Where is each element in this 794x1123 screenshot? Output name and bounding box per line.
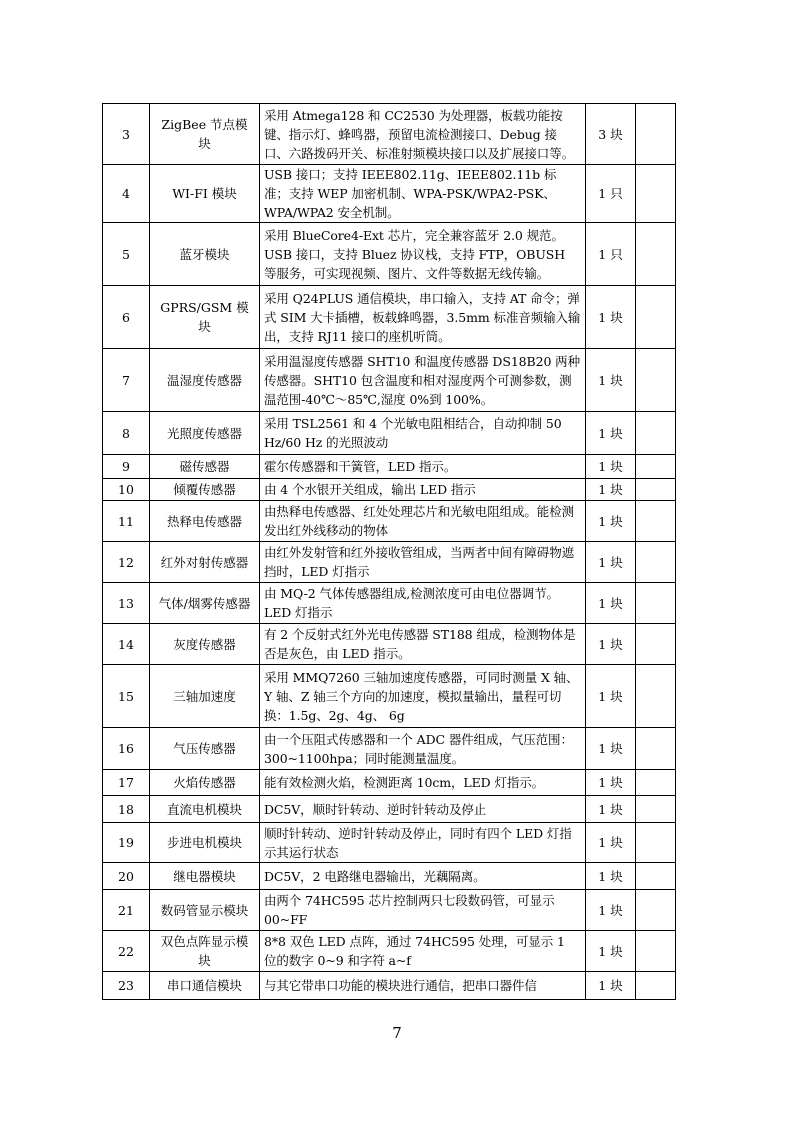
remarks — [636, 223, 676, 286]
quantity: 1 只 — [586, 223, 636, 286]
module-name: 直流电机模块 — [150, 796, 260, 823]
table-row — [103, 728, 676, 770]
module-name: 数码管显示模块 — [150, 890, 260, 931]
row-number: 22 — [103, 931, 150, 972]
remarks — [636, 165, 676, 223]
table-row — [103, 542, 676, 583]
module-description: 由一个压阻式传感器和一个 ADC 器件组成，气压范围：300~1100hpa；同时能测量温度。 — [260, 728, 586, 770]
row-number: 10 — [103, 479, 150, 501]
row-number: 16 — [103, 728, 150, 770]
remarks — [636, 796, 676, 823]
module-description: 采用 BlueCore4-Ext 芯片，完全兼容蓝牙 2.0 规范。USB 接口，支持 Bluez 协议栈，支持 FTP，OBUSH 等服务，可实现视频、图片、文件等数据无线传输。 — [260, 223, 586, 286]
module-description: 采用 TSL2561 和 4 个光敏电阻相结合，自动抑制 50 Hz/60 Hz 的光照波动 — [260, 412, 586, 455]
row-number: 7 — [103, 349, 150, 412]
table-row — [103, 863, 676, 890]
table-row — [103, 665, 676, 728]
module-description: DC5V，顺时针转动、逆时针转动及停止 — [260, 796, 586, 823]
quantity: 3 块 — [586, 104, 636, 165]
module-description: 由红外发射管和红外接收管组成，当两者中间有障碍物遮挡时，LED 灯指示 — [260, 542, 586, 583]
module-description: USB 接口；支持 IEEE802.11g、IEEE802.11b 标准；支持 WEP 加密机制、WPA-PSK/WPA2-PSK、WPA/WPA2 安全机制。 — [260, 165, 586, 223]
quantity: 1 块 — [586, 412, 636, 455]
module-name: 气压传感器 — [150, 728, 260, 770]
remarks — [636, 455, 676, 479]
module-name: 继电器模块 — [150, 863, 260, 890]
module-name: 气体/烟雾传感器 — [150, 583, 260, 624]
remarks — [636, 583, 676, 624]
row-number: 14 — [103, 624, 150, 665]
quantity: 1 块 — [586, 770, 636, 796]
remarks — [636, 349, 676, 412]
row-number: 8 — [103, 412, 150, 455]
quantity: 1 块 — [586, 455, 636, 479]
module-name: GPRS/GSM 模块 — [150, 286, 260, 349]
remarks — [636, 542, 676, 583]
module-description: 由 4 个水银开关组成，输出 LED 指示 — [260, 479, 586, 501]
module-name: 灰度传感器 — [150, 624, 260, 665]
module-description: 与其它带串口功能的模块进行通信，把串口器件信 — [260, 972, 586, 1000]
row-number: 11 — [103, 501, 150, 542]
module-name: 双色点阵显示模块 — [150, 931, 260, 972]
module-name: 倾覆传感器 — [150, 479, 260, 501]
module-description: 霍尔传感器和干簧管，LED 指示。 — [260, 455, 586, 479]
remarks — [636, 972, 676, 1000]
quantity: 1 块 — [586, 890, 636, 931]
module-name: ZigBee 节点模块 — [150, 104, 260, 165]
quantity: 1 块 — [586, 286, 636, 349]
row-number: 4 — [103, 165, 150, 223]
table-row — [103, 823, 676, 863]
remarks — [636, 863, 676, 890]
remarks — [636, 890, 676, 931]
table-row — [103, 223, 676, 286]
remarks — [636, 104, 676, 165]
row-number: 19 — [103, 823, 150, 863]
module-name: WI-FI 模块 — [150, 165, 260, 223]
module-description: 能有效检测火焰，检测距离 10cm，LED 灯指示。 — [260, 770, 586, 796]
table-row — [103, 624, 676, 665]
table-row — [103, 165, 676, 223]
quantity: 1 块 — [586, 728, 636, 770]
spec-table — [102, 103, 676, 1000]
module-description: 采用温湿度传感器 SHT10 和温度传感器 DS18B20 两种传感器。SHT10 包含温度和相对湿度两个可测参数，测温范围-40℃～85℃,湿度 0%到 100%。 — [260, 349, 586, 412]
table-row — [103, 349, 676, 412]
module-description: 有 2 个反射式红外光电传感器 ST188 组成，检测物体是否是灰色，由 LED 指示。 — [260, 624, 586, 665]
table-row — [103, 455, 676, 479]
remarks — [636, 412, 676, 455]
module-name: 步进电机模块 — [150, 823, 260, 863]
row-number: 12 — [103, 542, 150, 583]
row-number: 18 — [103, 796, 150, 823]
table-row — [103, 770, 676, 796]
module-name: 蓝牙模块 — [150, 223, 260, 286]
table-body — [103, 104, 676, 1000]
quantity: 1 块 — [586, 542, 636, 583]
remarks — [636, 479, 676, 501]
module-description: 由两个 74HC595 芯片控制两只七段数码管，可显示 00~FF — [260, 890, 586, 931]
module-description: 由 MQ-2 气体传感器组成,检测浓度可由电位器调节。LED 灯指示 — [260, 583, 586, 624]
table-row — [103, 412, 676, 455]
module-description: 8*8 双色 LED 点阵，通过 74HC595 处理，可显示 1 位的数字 0~9 和字符 a~f — [260, 931, 586, 972]
module-description: 采用 Q24PLUS 通信模块，串口输入，支持 AT 命令；弹式 SIM 大卡插槽，板载蜂鸣器，3.5mm 标准音频输入输出，支持 RJ11 接口的座机听筒。 — [260, 286, 586, 349]
quantity: 1 只 — [586, 165, 636, 223]
module-description: 采用 Atmega128 和 CC2530 为处理器，板载功能按键、指示灯、蜂鸣器，预留电流检测接口、Debug 接口、六路拨码开关、标准射频模块接口以及扩展接口等。 — [260, 104, 586, 165]
table-row — [103, 583, 676, 624]
remarks — [636, 931, 676, 972]
row-number: 6 — [103, 286, 150, 349]
table-row — [103, 479, 676, 501]
module-name: 温湿度传感器 — [150, 349, 260, 412]
row-number: 5 — [103, 223, 150, 286]
remarks — [636, 501, 676, 542]
quantity: 1 块 — [586, 501, 636, 542]
quantity: 1 块 — [586, 583, 636, 624]
row-number: 3 — [103, 104, 150, 165]
table-row — [103, 972, 676, 1000]
table-row — [103, 890, 676, 931]
remarks — [636, 728, 676, 770]
quantity: 1 块 — [586, 931, 636, 972]
module-description: DC5V，2 电路继电器输出，光藕隔离。 — [260, 863, 586, 890]
row-number: 13 — [103, 583, 150, 624]
table-row — [103, 104, 676, 165]
row-number: 20 — [103, 863, 150, 890]
remarks — [636, 624, 676, 665]
quantity: 1 块 — [586, 796, 636, 823]
table-row — [103, 796, 676, 823]
module-name: 三轴加速度 — [150, 665, 260, 728]
table-row — [103, 501, 676, 542]
module-name: 热释电传感器 — [150, 501, 260, 542]
quantity: 1 块 — [586, 665, 636, 728]
module-name: 光照度传感器 — [150, 412, 260, 455]
table-row — [103, 286, 676, 349]
row-number: 21 — [103, 890, 150, 931]
quantity: 1 块 — [586, 624, 636, 665]
remarks — [636, 665, 676, 728]
module-description: 由热释电传感器、红处处理芯片和光敏电阻组成。能检测发出红外线移动的物体 — [260, 501, 586, 542]
row-number: 9 — [103, 455, 150, 479]
quantity: 1 块 — [586, 972, 636, 1000]
module-name: 红外对射传感器 — [150, 542, 260, 583]
quantity: 1 块 — [586, 823, 636, 863]
module-description: 顺时针转动、逆时针转动及停止，同时有四个 LED 灯指示其运行状态 — [260, 823, 586, 863]
remarks — [636, 286, 676, 349]
module-name: 串口通信模块 — [150, 972, 260, 1000]
quantity: 1 块 — [586, 479, 636, 501]
quantity: 1 块 — [586, 349, 636, 412]
module-name: 火焰传感器 — [150, 770, 260, 796]
remarks — [636, 770, 676, 796]
row-number: 15 — [103, 665, 150, 728]
table-row — [103, 931, 676, 972]
row-number: 17 — [103, 770, 150, 796]
remarks — [636, 823, 676, 863]
row-number: 23 — [103, 972, 150, 1000]
page-number: 7 — [392, 1024, 402, 1042]
quantity: 1 块 — [586, 863, 636, 890]
module-description: 采用 MMQ7260 三轴加速度传感器，可同时测量 X 轴、Y 轴、Z 轴三个方向的加速度，模拟量输出，量程可切换：1.5g、2g、4g、 6g — [260, 665, 586, 728]
module-name: 磁传感器 — [150, 455, 260, 479]
